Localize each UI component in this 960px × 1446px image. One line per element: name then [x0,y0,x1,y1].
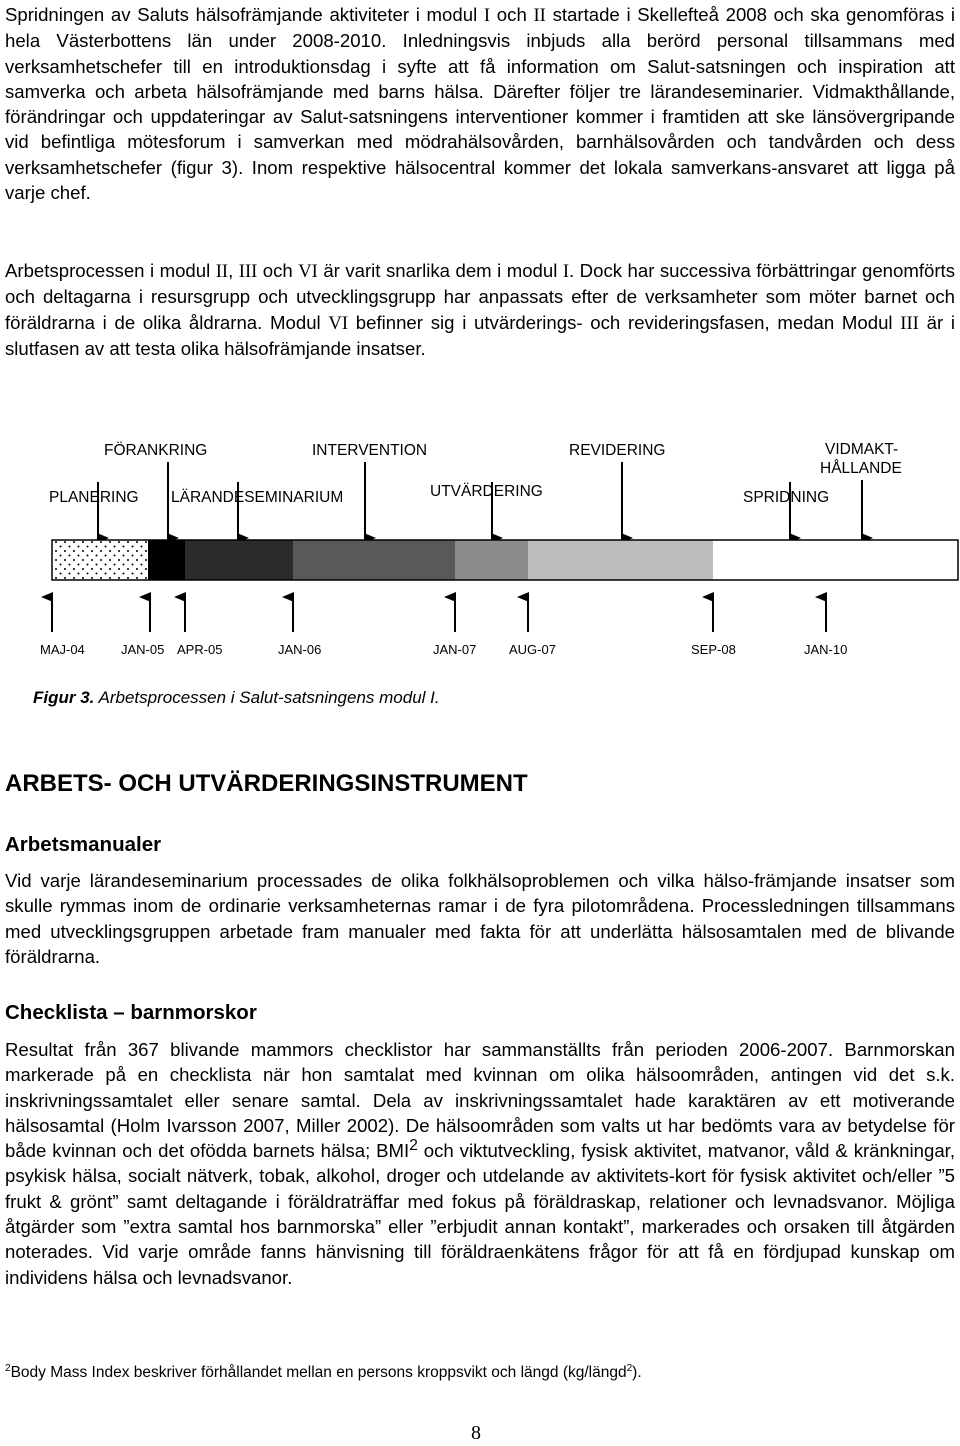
para2-text-e: . Dock har successiva förbättringar genomförts och deltagarna i resursgrupp och utvecklingsgrupp har anpassats efter de verksamheter som möter barnet och föräldrarna i de olika åldrarna. Modul [5,260,955,333]
para1-roman-b: II [533,5,546,26]
checklista-text-b: och viktutveckling, fysisk aktivitet, matvanor, våld & kränkningar, psykisk hälsa, socialt nätverk, tobak, alkohol, droger och utdelande av aktivitets-kort för fysisk aktivitet och/eller ”5 frukt & grönt” samt deltagande i föräldraträffar med fokus på föräldraskap, relationer och levnadsvanor. Möjliga åtgärder som ”extra samtal hos barnmorska” eller ”erbjudit annan kontakt”, markerades och orsaken till åtgärden noterades. Vid varje område fanns hänvisning till föräldraenkätens frågor för att få en fördjupad kunskap om individens hälsa och levnadsvanor. [5,1140,955,1288]
date-label: MAJ-04 [40,642,85,657]
checklista-text-a: Resultat från 367 blivande mammors checklistor har sammanställts från perioden 2006-2007. Barnmorskan markerade på en checklista när hon samtalat med kvinnan om olika hälsoområden, antingen vid det s.k. inskrivningssamtalet eller senare samtal. Dela av inskrivningssamtalet hade karaktären av ett motiverande hälsosamtal (Holm Ivarsson 2007, Miller 2002). De hälsoområden som valts ut har bedömts vara av betydelse för både kvinnan och det ofödda barnets hälsa; BMI [5,1039,955,1162]
section-heading-checklista: Checklista – barnmorskor [5,1001,257,1024]
date-label: JAN-07 [433,642,477,657]
footnote-sup: 2 [626,1362,633,1374]
segment-utvardering [455,540,528,580]
segment-larandeseminarium [185,540,293,580]
phase-label-vidmakt-2: HÅLLANDE [820,460,902,477]
para1-text-c: startade i Skellefteå 2008 och ska genomföras i hela Västerbottens län under 2008-2010. Inledningsvis inbjuds alla berörd personal tillsammans med verksamhetschefer till en introduktionsdag i syfte att få information om Salut-satsningen och inspiration att samverka och arbeta hälsofrämjande med barns hälsa. Därefter följer tre lärandeseminarier. Vidmakthållande, förändringar och uppdateringar av Salut-satsningens interventioner kommer i framtiden att ske länsövergripande vid befintliga mötesforum i samverkan med mödrahälsovården, barnhälsovården och tandvården och dess verksamhetschefer (figur 3). Inom respektive hälsocentral kommer det lokala samverkans-ansvaret att ligga på varje chef. [5,4,955,204]
figure-caption [33,688,440,708]
segment-vidmakthallande [826,540,958,580]
page-number: 8 [471,1422,481,1444]
phase-label-spridning: SPRIDNING [743,489,830,506]
process-paragraph [5,258,955,361]
para1-roman-a: I [483,5,491,26]
segment-spridning [713,540,826,580]
footnote-marker: 2 [5,1362,11,1374]
caption-label: Figur 3. [33,688,95,707]
arbetsmanualer-paragraph: Vid varje lärandeseminarium processades de olika folkhälsoproblemen och vilka hälso-främjande insatser som skulle rymmas inom de ordinarie verksamheternas ramar i de fyra pilotområdena. Processledningen tillsammans med utvecklingsgruppen arbetade fram manualer med fakta för att underlätta hälsosamtalen med de blivande föräldrarna. [5,870,955,967]
para2-roman-f: III [900,312,919,334]
para2-text-a: Arbetsprocessen i modul [5,260,216,281]
date-label: JAN-05 [121,642,165,657]
para2-text-f: befinner sig i utvärderings- och revideringsfasen, medan Modul [348,311,901,333]
para2-roman-b: III [238,261,258,282]
para2-text-d: är varit snarlika dem i modul [317,260,563,281]
date-label: APR-05 [177,642,223,657]
footnote [5,1364,642,1382]
date-label: AUG-07 [509,642,556,657]
para2-text-g: är i slutfasen av att testa olika hälsofrämjande insatser. [5,311,956,359]
section-heading-arbetsmanualer: Arbetsmanualer [5,833,162,856]
footnote-ref: 2 [409,1137,418,1154]
footnote-text-a: Body Mass Index beskriver förhållandet mellan en persons kroppsvikt och längd (kg/längd [10,1364,627,1381]
caption-text: Arbetsprocessen i Salut-satsningens modul I. [94,688,440,707]
segment-revidering [528,540,713,580]
phase-label-planering: PLANERING [49,489,139,506]
date-label: SEP-08 [691,642,736,657]
date-label: JAN-06 [278,642,322,657]
checklista-paragraph [5,1037,955,1290]
phase-label-forankring: FÖRANKRING [104,442,208,459]
footnote-text-b: ). [632,1364,642,1381]
para2-text-c: och [257,260,299,281]
para2-roman-d: I [562,261,570,282]
main-heading: ARBETS- OCH UTVÄRDERINGSINSTRUMENT [5,770,528,797]
para2-roman-e: VI [328,312,349,334]
segment-intervention [293,540,455,580]
phase-label-larandeseminarium: LÄRANDESEMINARIUM [171,489,344,506]
phase-label-revidering: REVIDERING [569,442,666,459]
para2-text-b: , [228,260,239,281]
date-label: JAN-10 [804,642,848,657]
segment-forankring [148,540,185,580]
intro-paragraph [5,2,955,205]
segment-planering [52,540,148,580]
process-timeline-figure [0,425,960,665]
para1-text-a: Spridningen av Saluts hälsofrämjande aktiviteter i modul [5,4,484,25]
para1-text-b: och [490,4,534,25]
phase-label-intervention: INTERVENTION [312,442,428,459]
phase-label-vidmakt-1: VIDMAKT- [825,441,899,458]
phase-label-utvardering: UTVÄRDERING [430,483,543,500]
para2-roman-c: VI [298,261,318,282]
para2-roman-a: II [215,261,229,282]
